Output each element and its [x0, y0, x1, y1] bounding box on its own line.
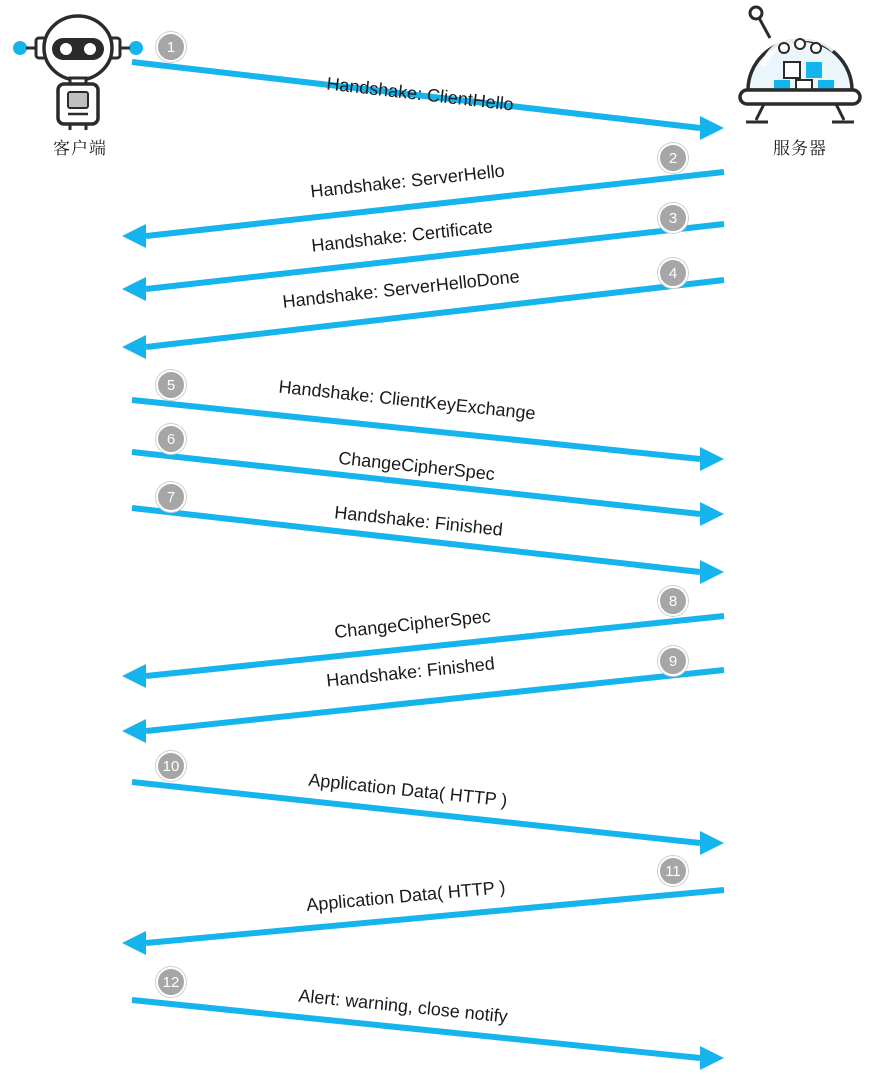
client-label: 客户端	[53, 139, 107, 158]
message-label-5: Handshake: ClientKeyExchange	[277, 376, 537, 424]
step-badge-7: 7	[156, 482, 186, 512]
message-label-11: Application Data( HTTP )	[305, 876, 507, 916]
step-badge-8: 8	[658, 586, 688, 616]
message-label-9: Handshake: Finished	[325, 653, 496, 691]
message-label-12: Alert: warning, close notify	[297, 985, 509, 1027]
message-label-7: Handshake: Finished	[333, 502, 504, 540]
message-label-6: ChangeCipherSpec	[337, 447, 496, 485]
message-label-8: ChangeCipherSpec	[333, 605, 492, 643]
message-label-2: Handshake: ServerHello	[309, 160, 506, 202]
step-badge-6: 6	[156, 424, 186, 454]
step-badge-9: 9	[658, 646, 688, 676]
server-label: 服务器	[773, 139, 827, 158]
message-label-1: Handshake: ClientHello	[325, 73, 515, 115]
step-badge-1: 1	[156, 32, 186, 62]
step-badge-10: 10	[156, 751, 186, 781]
message-label-4: Handshake: ServerHelloDone	[281, 266, 521, 312]
step-badge-2: 2	[658, 143, 688, 173]
step-badge-12: 12	[156, 967, 186, 997]
message-label-10: Application Data( HTTP )	[307, 769, 509, 811]
step-badge-4: 4	[658, 258, 688, 288]
step-badge-11: 11	[658, 856, 688, 886]
step-badge-3: 3	[658, 203, 688, 233]
message-label-3: Handshake: Certificate	[310, 216, 494, 256]
step-badge-5: 5	[156, 370, 186, 400]
